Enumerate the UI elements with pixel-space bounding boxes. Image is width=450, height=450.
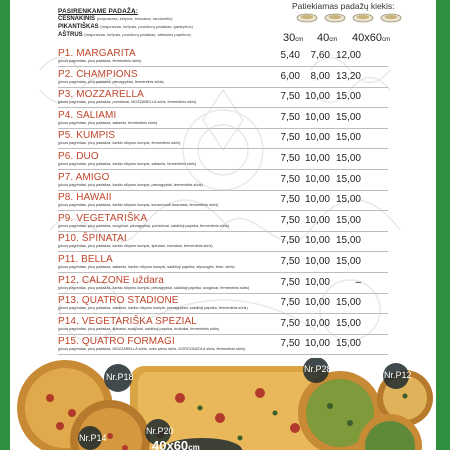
menu-item-price: 7,50: [280, 276, 300, 288]
menu-item-code: P11.: [58, 254, 79, 265]
menu-item-title: CALZONE uždara: [81, 274, 164, 286]
sauce-garlic: [58, 16, 173, 22]
menu-item-ingredients: (picos pagrindas, picų padažas, karšto rūkymo kumpis, saliamis, fermentinis sūris): [58, 162, 197, 166]
menu-item-price: 13,20: [335, 70, 361, 82]
menu-item-price: 15,00: [335, 111, 361, 123]
menu-item-code: P2.: [58, 68, 74, 80]
menu-item-price: 15,00: [335, 214, 361, 226]
photo-tag-p28: Nr.P28: [304, 364, 332, 374]
serving-amount-title: Patiekiamas padažų kiekis:: [292, 1, 395, 11]
menu-item-code: P3.: [58, 89, 74, 101]
menu-item-price: 15,00: [335, 317, 361, 329]
menu-item: [58, 151, 388, 170]
menu-item-name: [58, 110, 116, 121]
menu-item-code: P13.: [58, 295, 79, 307]
menu-item-code: P8.: [58, 192, 74, 204]
menu-header: [10, 0, 436, 48]
menu-item-name: [58, 192, 112, 203]
size-unit: cm: [381, 37, 390, 43]
menu-item-code: P1.: [58, 48, 74, 59]
menu-item-price: 5,40: [280, 50, 300, 61]
menu-item-price: 7,50: [280, 297, 300, 309]
sauce-name: PIKANTIŠKAS: [58, 24, 99, 30]
menu-item-price: 15,00: [335, 256, 361, 267]
photo-tag-p12: Nr.P12: [384, 370, 412, 380]
menu-item-ingredients: (picos pagrindas, picų padažas, saliamis, karšto rūkymo kumpis, pievagrybiai, saldžioji paprika, fermentinis sūris): [58, 306, 248, 311]
menu-item-price: 6,00: [280, 70, 300, 82]
menu-item-code: P5.: [58, 130, 74, 142]
menu-item-price: 10,00: [304, 91, 330, 103]
sauce-desc: (majonezas, kefyras, česnakai, raudonėlis): [96, 16, 173, 21]
sauce-hot: [58, 32, 191, 38]
sauce-desc: (majonezas, kefyras, pomidorų padažas, garstyčios): [100, 24, 193, 29]
menu-item-price: 7,50: [280, 111, 300, 123]
menu-item-price: 10,00: [304, 173, 330, 185]
menu-item-ingredients: (picos pagrindas, picų padažas, špinatai, svogūnai, saldžioji paprika, brokoliai, fermentinis sūris): [58, 326, 220, 331]
menu-item-name: [58, 89, 144, 100]
menu-item-title: VEGETARIŠKA: [76, 212, 148, 224]
pizza-photo: [10, 358, 436, 450]
sauce-bowl-icons: [295, 11, 405, 25]
menu-item-price: 8,00: [310, 70, 330, 82]
size-unit: cm: [188, 443, 200, 450]
menu-item-price: 10,00: [304, 132, 330, 144]
menu-item-price: 10,00: [304, 338, 330, 350]
menu-item-price: 15,00: [335, 338, 361, 350]
menu-item-price: 7,50: [280, 194, 300, 206]
menu-item-ingredients: (picos pagrindas, picų padažas, karšto rūkymo kumpis, špinatai, česnakai, fermentinis sūris): [58, 244, 213, 249]
size-number: 40: [317, 32, 330, 44]
menu-item-ingredients: (picos pagrindas, picų padažas, pievagrybiai, fermentinis sūris): [58, 79, 164, 84]
menu-item-price: 7,50: [280, 338, 300, 350]
menu-item-code: P9.: [58, 212, 74, 224]
menu-item-price: 10,00: [304, 317, 330, 329]
menu-item-name: [58, 233, 127, 244]
menu-item-title: DUO: [76, 151, 99, 162]
menu-item-code: P12.: [58, 274, 79, 286]
menu-item-code: P6.: [58, 151, 74, 162]
menu-item-price: 15,00: [335, 153, 361, 164]
menu-item-code: P15.: [58, 336, 79, 348]
size-number: 40x60: [352, 32, 382, 44]
size-unit: cm: [295, 37, 304, 43]
menu-item-title: BELLA: [81, 254, 113, 265]
menu-item-title: QUATRO STADIONE: [81, 295, 179, 307]
menu-item-price: 10,00: [304, 214, 330, 226]
menu-item-ingredients: (picos pagrindas, picų padažas, saliamis, fermentinis sūris): [58, 120, 158, 125]
size-unit: cm: [329, 37, 338, 43]
menu-page: [10, 0, 436, 450]
menu-item-price: 7,50: [280, 153, 300, 164]
menu-item-ingredients: (picos pagrindas, picų padažas, saliamis, karšto rūkymo kumpis, saldžioji paprika, alyvuogės, ferm. sūris): [58, 265, 235, 269]
menu-item-price: 10,00: [304, 235, 330, 247]
menu-item-ingredients: (picos pagrindas, picų padažas, MOZZARELLA sūris, ovės pieno sūris, GORGONZOLA sūris, fermentinis sūris): [58, 347, 246, 352]
menu-item-title: MOZZARELLA: [76, 89, 144, 101]
menu-item: [58, 130, 388, 149]
menu-item-title: QUATRO FORMAGI: [81, 336, 175, 348]
menu-item-title: SALIAMI: [76, 109, 117, 121]
menu-item-price: 10,00: [304, 256, 330, 267]
menu-item-name: [58, 172, 109, 183]
choose-sauce-label: PASIRENKAME PADAŽĄ:: [58, 8, 139, 15]
menu-item-title: CHAMPIONS: [76, 68, 138, 80]
menu-item-name: [58, 275, 164, 286]
menu-item-price: 15,00: [335, 194, 361, 206]
menu-item-price: 10,00: [304, 111, 330, 123]
menu-item-price: 10,00: [304, 153, 330, 164]
photo-tag-p20: Nr.P20: [146, 426, 174, 436]
menu-item-price: 15,00: [335, 132, 361, 144]
size-number: 30: [283, 32, 296, 44]
menu-item-title: VEGETARIŠKA SPEZIAL: [81, 315, 197, 327]
size-30: [283, 32, 303, 44]
menu-item-name: [58, 130, 115, 141]
menu-item-title: KUMPIS: [76, 130, 116, 142]
menu-item-price: 12,00: [335, 50, 361, 61]
menu-item: [58, 69, 388, 88]
menu-item-ingredients: (picos pagrindas, picų padažas, pomidorai, MOZZARELLA sūris, fermentinis sūris): [58, 100, 197, 105]
menu-item-title: HAWAII: [76, 192, 112, 204]
sauce-desc: (majonezas, kefyras, pomidorų padažas, aitriosios paprikos): [84, 32, 191, 37]
menu-item-title: ŠPINATAI: [81, 233, 127, 245]
photo-tag-p14: Nr.P14: [79, 433, 107, 443]
menu-item-price: 10,00: [304, 276, 330, 288]
menu-item-price: 10,00: [304, 297, 330, 309]
sauce-name: ČESNAKINIS: [58, 16, 96, 22]
menu-item-ingredients: (picos pagrindas, picų padažas, svogūnai, pievagrybiai, pomidorai, saldžioji paprika, fermentinis sūris): [58, 223, 229, 228]
menu-item-ingredients: (picos pagrindas, picų padažas, karšto rūkymo kumpis, pievagrybiai, saldžioji paprika, svogūnai, fermentinis sūris): [58, 285, 250, 290]
menu-item-title: MARGARITA: [76, 48, 136, 59]
menu-item-code: P14.: [58, 315, 79, 327]
menu-item-name: [58, 48, 136, 59]
menu-item-name: [58, 213, 147, 224]
menu-item-price: 7,50: [280, 317, 300, 329]
menu-item-price: 15,00: [335, 173, 361, 185]
menu-item-price: 7,50: [280, 235, 300, 247]
menu-item-name: [58, 69, 138, 80]
menu-item-ingredients: (picos pagrindas, picų padažas, karšto rūkymo kumpis, fermentinis sūris): [58, 141, 181, 146]
size-number: 40x60: [152, 438, 189, 450]
menu-item-code: P10.: [58, 233, 79, 245]
menu-item-ingredients: (picos pagrindas, picų padažas, fermentinis sūris): [58, 59, 142, 63]
menu-item-ingredients: (picos pagrindas, picų padažas, karšto rūkymo kumpis, pievagrybiai, fermentinis sūris): [58, 182, 203, 187]
menu-item: [58, 233, 388, 252]
pizza-illustration: [10, 358, 436, 450]
left-green-border: [0, 0, 10, 450]
menu-item-title: AMIGO: [75, 171, 110, 183]
menu-item-price: 7,50: [280, 91, 300, 103]
menu-item: [58, 172, 388, 191]
size-40x60: [352, 32, 390, 44]
menu-item: [58, 336, 388, 355]
menu-item-name: [58, 316, 197, 327]
menu-item-name: [58, 295, 179, 306]
menu-item: [58, 89, 388, 108]
sauce-name: AŠTRUS: [58, 32, 83, 38]
menu-item-ingredients: (picos pagrindas, picų padažas, karšto rūkymo kumpis, konservuoti ananasai, fermentinis sūris): [58, 203, 219, 208]
menu-item-code: P7.: [58, 171, 74, 183]
photo-size-tag: [152, 438, 200, 450]
photo-tag-p18: Nr.P18: [106, 372, 134, 382]
menu-item-price: 15,00: [335, 235, 361, 247]
menu-item: [58, 295, 388, 314]
menu-item: [58, 48, 388, 67]
right-green-border: [436, 0, 450, 450]
sauce-piquant: [58, 24, 193, 30]
menu-item-price: 7,50: [280, 214, 300, 226]
menu-item-name: [58, 151, 99, 162]
menu-item-price: 7,50: [280, 173, 300, 185]
menu-item: [58, 213, 388, 232]
menu-item-name: [58, 336, 175, 347]
menu-item-price: 15,00: [335, 91, 361, 103]
menu-item-name: [58, 254, 113, 265]
menu-item: [58, 275, 388, 294]
menu-item: [58, 110, 388, 129]
menu-item: [58, 192, 388, 211]
size-40: [317, 32, 337, 44]
menu-item-price: 15,00: [335, 297, 361, 309]
menu-item-code: P4.: [58, 109, 74, 121]
menu-item-price: 7,50: [280, 132, 300, 144]
menu-item-price: –: [355, 276, 361, 288]
menu-item-price: 10,00: [304, 194, 330, 206]
menu-item: [58, 254, 388, 273]
menu-item-price: 7,50: [280, 256, 300, 267]
menu-item-price: 7,60: [310, 50, 330, 61]
menu-item: [58, 316, 388, 335]
